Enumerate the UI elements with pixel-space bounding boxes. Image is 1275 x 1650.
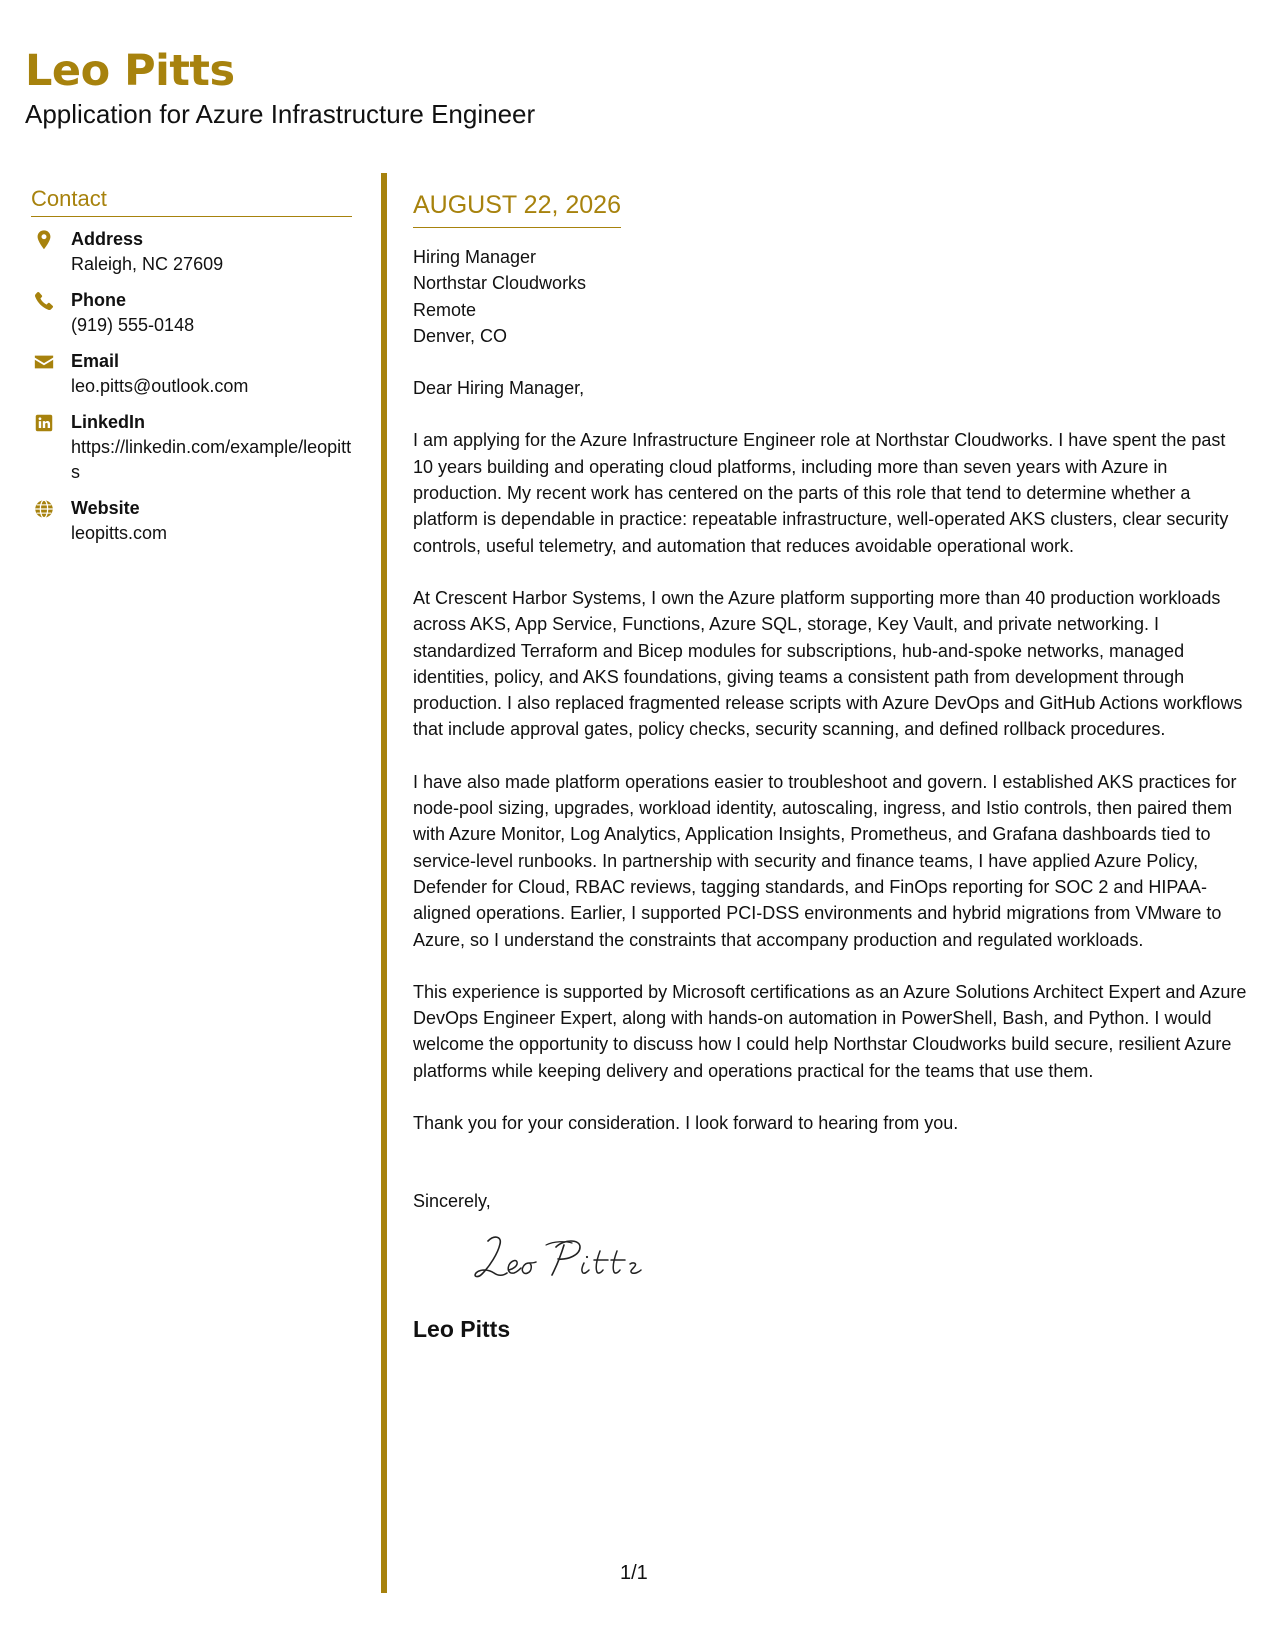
website-label: Website: [71, 498, 140, 519]
recipient-line: Hiring Manager: [413, 247, 537, 267]
recipient-line: Denver, CO: [413, 325, 508, 346]
address-label: Address: [71, 229, 144, 250]
letter-body: [413, 189, 1248, 1342]
salutation: Dear Hiring Manager,: [413, 378, 585, 399]
body-paragraph: Thank you for your consideration. I look forward to hearing from you.: [413, 1113, 959, 1134]
contact-item-phone: [31, 288, 352, 338]
linkedin-label: LinkedIn: [71, 412, 146, 433]
contact-item-address: [31, 227, 352, 277]
email-value[interactable]: leo.pitts@outlook.com: [71, 376, 249, 397]
body-paragraph: I have also made platform operations easier to troubleshoot and govern. I established AKS practices for node-pool sizing, upgrades, workload identity, autoscaling, ingress, and Istio controls, then paired them with Azure Monitor, Log Analytics, Application Insights, Prometheus, and Grafana dashboards tied to service-level runbooks. In partnership with security and finance teams, I have applied Azure Policy, Defender for Cloud, RBAC reviews, tagging standards, and FinOps reporting for SOC 2 and HIPAA-aligned operations. Earlier, I supported PCI-DSS environments and hybrid migrations from VMware to Azure, so I understand the constraints that accompany production and regulated workloads.: [413, 771, 1237, 950]
contact-item-email: [31, 349, 352, 399]
contact-item-linkedin: [31, 410, 352, 485]
signer-name: Leo Pitts: [413, 1315, 511, 1342]
recipient-block: [413, 244, 1248, 349]
recipient-line: Remote: [413, 299, 477, 320]
handwritten-signature: [466, 1227, 686, 1287]
contact-heading: Contact: [31, 186, 352, 217]
contact-item-website: [31, 496, 352, 546]
phone-value: (919) 555-0148: [71, 315, 195, 336]
column-divider: [381, 173, 387, 1593]
body-paragraph: This experience is supported by Microsoft certifications as an Azure Solutions Architect Expert and Azure DevOps Engineer Expert, along with hands-on automation in PowerShell, Bash, and Python. I would welcome the opportunity to discuss how I could help Northstar Cloudworks build secure, resilient Azure platforms while keeping delivery and operations practical for the teams that use them.: [413, 981, 1247, 1081]
email-label: Email: [71, 351, 120, 372]
globe-icon: [33, 498, 55, 520]
applicant-name: Leo Pitts: [25, 46, 235, 96]
website-value[interactable]: leopitts.com: [71, 523, 168, 544]
linkedin-value[interactable]: https://linkedin.com/example/leopitts: [71, 437, 352, 483]
application-subtitle: Application for Azure Infrastructure Engineer: [25, 99, 536, 129]
envelope-icon: [33, 351, 55, 373]
recipient-line: Northstar Cloudworks: [413, 273, 587, 294]
address-value: Raleigh, NC 27609: [71, 254, 224, 275]
linkedin-icon: [33, 412, 55, 434]
phone-label: Phone: [71, 290, 127, 311]
phone-icon: [33, 290, 55, 312]
body-paragraph: At Crescent Harbor Systems, I own the Azure platform supporting more than 40 production workloads across AKS, App Service, Functions, Azure SQL, storage, Key Vault, and private networking. I standardized Terraform and Bicep modules for subscriptions, hub-and-spoke networks, managed identities, policy, and AKS foundations, giving teams a consistent path from development through production. I also replaced fragmented release scripts with Azure DevOps and GitHub Actions workflows that include approval gates, policy checks, security scanning, and defined rollback procedures.: [413, 587, 1243, 740]
closing: Sincerely,: [413, 1191, 491, 1212]
body-paragraph: I am applying for the Azure Infrastructure Engineer role at Northstar Cloudworks. I have spent the past 10 years building and operating cloud platforms, including more than seven years with Azure in production. My recent work has centered on the parts of this role that tend to determine whether a platform is dependable in practice: repeatable infrastructure, well-operated AKS clusters, clear security controls, useful telemetry, and automation that reduces avoidable operational work.: [413, 430, 1229, 556]
contact-sidebar: [31, 186, 352, 557]
map-pin-icon: [33, 229, 55, 251]
letter-date: AUGUST 22, 2026: [413, 189, 621, 228]
page-number: 1/1: [620, 1562, 648, 1584]
